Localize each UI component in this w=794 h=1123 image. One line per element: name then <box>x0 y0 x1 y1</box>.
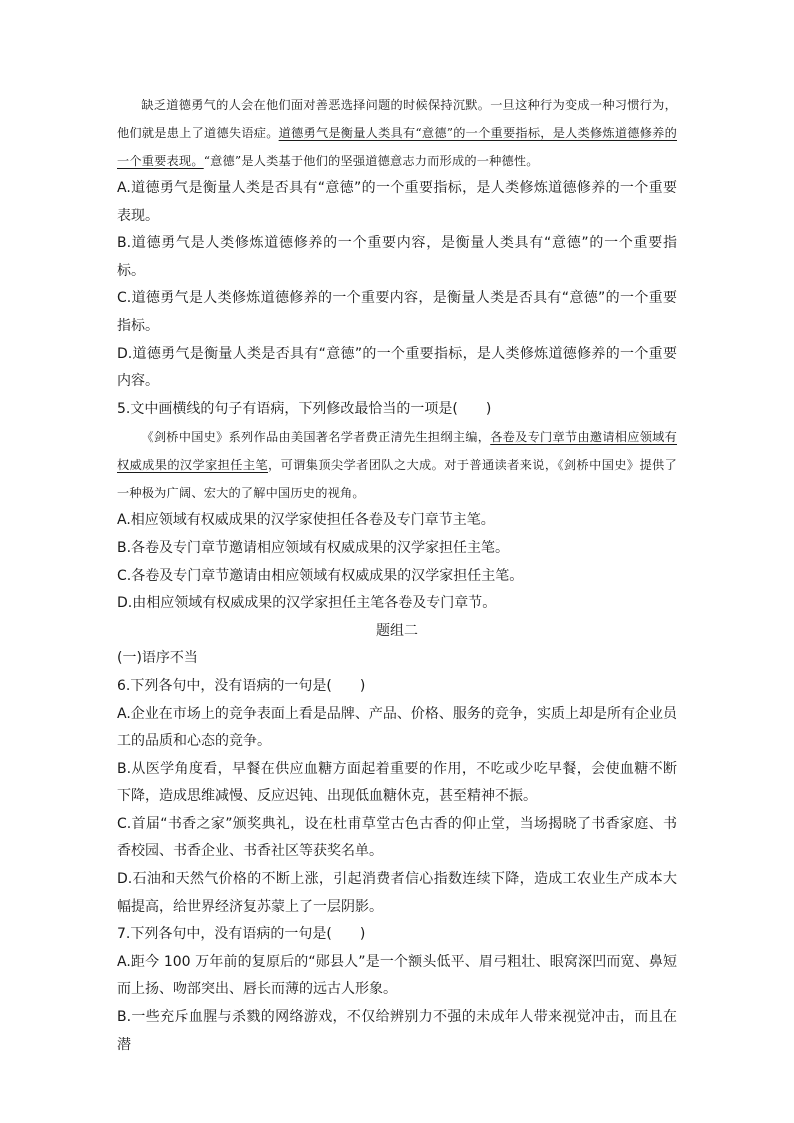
q6-option-a: A.企业在市场上的竞争表面上看是品牌、产品、价格、服务的竞争，实质上却是所有企业员工的品质和心态的竞争。 <box>117 705 677 750</box>
group-title: 题组二 <box>376 622 418 639</box>
q7-option-a: A.距今 100 万年前的复原后的“郧县人”是一个额头低平、眉弓粗壮、眼窝深凹而宽、鼻短而上扬、吻部突出、唇长而薄的远古人形象。 <box>117 953 677 998</box>
q5-stem: 5.文中画横线的句子有语病，下列修改最恰当的一项是( ) <box>117 400 492 417</box>
q6-option-c: C.首届“书香之家”颁奖典礼，设在杜甫草堂古色古香的仰止堂，当场揭晓了书香家庭、书香校园、书香企业、书香社区等获奖名单。 <box>117 815 677 860</box>
q7-stem: 7.下列各句中，没有语病的一句是( ) <box>117 926 366 943</box>
q5-passage-text-end: ，可谓集顶尖学者团队之大成。对于普通读者来说，《剑桥中国史》提供了一种极为广阔、宏大的了解中国历史的视角。 <box>117 458 677 501</box>
q4-option-c: C.道德勇气是人类修炼道德修养的一个重要内容，是衡量人类是否具有“意德”的一个重要指标。 <box>117 290 677 334</box>
q4-passage <box>117 91 677 175</box>
q5-option-b: B.各卷及专门章节邀请相应领域有权威成果的汉学家担任主笔。 <box>117 539 510 556</box>
q7-option-b: B.一些充斥血腥与杀戮的网络游戏，不仅给辨别力不强的未成年人带来视觉冲击，而且在潜 <box>117 1009 677 1053</box>
q5-option-d: D.由相应领域有权威成果的汉学家担任主笔各卷及专门章节。 <box>117 595 497 612</box>
q6-option-b: B.从医学角度看，早餐在供应血糖方面起着重要的作用，不吃或少吃早餐，会使血糖不断下降，造成思维减慢、反应迟钝、出现低血糖休克，甚至精神不振。 <box>117 760 677 805</box>
document-page <box>117 91 677 1059</box>
q5-option-c: C.各卷及专门章节邀请由相应领域有权威成果的汉学家担任主笔。 <box>117 567 524 584</box>
q5-passage <box>117 423 677 507</box>
q6-stem: 6.下列各句中，没有语病的一句是( ) <box>117 677 366 694</box>
q4-option-a: A.道德勇气是衡量人类是否具有“意德”的一个重要指标，是人类修炼道德修养的一个重要表现。 <box>117 180 677 224</box>
q4-underlined-sentence: 道德勇气是衡量人类具有“意德”的一个重要指标，是人类修炼道德修养的一个重要表现。 <box>117 126 677 168</box>
q5-option-a: A.相应领域有权威成果的汉学家使担任各卷及专门章节主笔。 <box>117 512 495 529</box>
q5-underlined-sentence: 各卷及专门章节由邀请相应领域有权威成果的汉学家担任主笔 <box>117 430 677 473</box>
q4-option-d: D.道德勇气是衡量人类是否具有“意德”的一个重要指标，是人类修炼道德修养的一个重要内容。 <box>117 345 677 390</box>
section-label: (一)语序不当 <box>117 650 198 667</box>
q4-passage-text-end: “意德”是人类基于他们的坚强道德意志力而形成的一种德性。 <box>203 154 539 168</box>
q5-passage-text: 《剑桥中国史》系列作品由美国著名学者费正清先生担纲主编， <box>141 430 491 445</box>
q4-option-b: B.道德勇气是人类修炼道德修养的一个重要内容，是衡量人类具有“意德”的一个重要指标。 <box>117 235 677 279</box>
q4-passage-text: 缺乏道德勇气的人会在他们面对善恶选择问题的时候保持沉默。一旦这种行为变成一种习惯行为，他们就是患上了道德失语症。 <box>117 98 677 140</box>
q6-option-d: D.石油和天然气价格的不断上涨，引起消费者信心指数连续下降，造成工农业生产成本大幅提高，给世界经济复苏蒙上了一层阴影。 <box>117 871 677 915</box>
